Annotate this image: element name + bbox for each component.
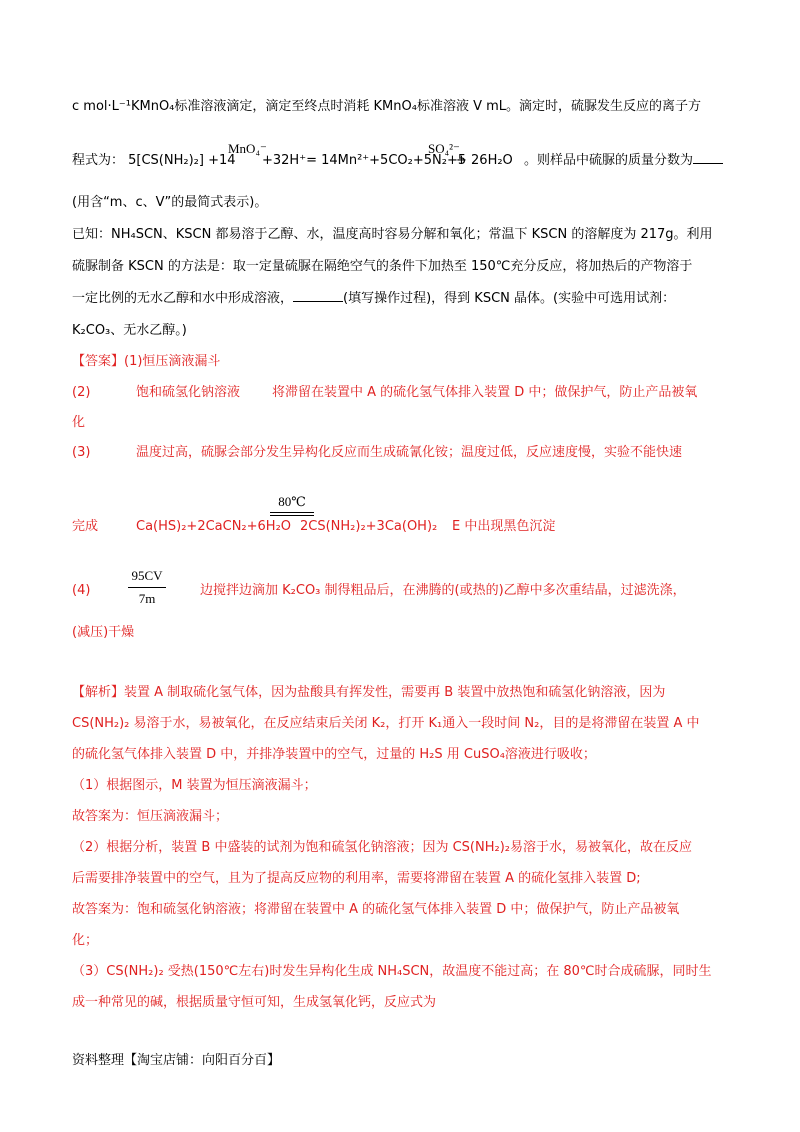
question-line-3: (用含“m、c、V”的最简式表示)。: [72, 195, 268, 210]
equation-part-c: + 26H₂O: [456, 153, 513, 168]
answer-4-label: (4): [72, 583, 91, 598]
analysis-line-7: 后需要排净装置中的空气，且为了提高反应物的利用率，需要将滞留在装置 A 的硫化氢排入装置 D;: [72, 871, 641, 886]
equation-part-b: +32H⁺= 14Mn²⁺+5CO₂+5N₂+5: [262, 153, 467, 168]
reaction-temperature: 80℃: [278, 494, 306, 509]
fraction-denominator: 7m: [138, 591, 156, 606]
answer-line-1: 【答案】(1)恒压滴液漏斗: [72, 354, 221, 369]
analysis-line-9: 化；: [72, 933, 99, 948]
analysis-line-8: 故答案为：饱和硫氢化钠溶液；将滞留在装置中 A 的硫化氢气体排入装置 D 中；做保护气，防止产品被氧: [72, 902, 680, 917]
reactants: Ca(HS)₂+2CaCN₂+6H₂O: [136, 519, 292, 534]
equation-part-a: 程式为： 5[CS(NH₂)₂] +14: [72, 153, 236, 168]
analysis-line-11: 成一种常见的碱，根据质量守恒可知，生成氢氧化钙，反应式为: [72, 995, 437, 1010]
analysis-line-4: （1）根据图示，M 装置为恒压滴液漏斗；: [72, 778, 317, 793]
question-equation-line: [72, 152, 236, 170]
answer-2-purpose: 将滞留在装置中 A 的硫化氢气体排入装置 D 中；做保护气，防止产品被氧: [272, 385, 698, 400]
analysis-line-6: （2）根据分析，装置 B 中盛装的试剂为饱和硫氢化钠溶液；因为 CS(NH₂)₂易溶于水，易被氧化，故在反应: [72, 840, 692, 855]
products: 2CS(NH₂)₂+3Ca(OH)₂: [300, 519, 438, 534]
analysis-line-3: 的硫化氢气体排入装置 D 中，并排净装置中的空气，过量的 H₂S 用 CuSO₄溶液进行吸收；: [72, 747, 596, 762]
question-line-6: [72, 290, 675, 308]
fraction-bar: [128, 587, 166, 588]
question-line-1: c mol·L⁻¹KMnO₄标准溶液滴定，滴定至终点时消耗 KMnO₄标准溶液 V mL。滴定时，硫脲发生反应的离子方: [72, 99, 702, 114]
equation-mno4: MnO₄⁻: [228, 141, 267, 156]
equation-part-d: [524, 152, 723, 170]
question-line-6b: (填写操作过程)，得到 KSCN 晶体。(实验中可选用试剂：: [343, 291, 676, 306]
question-line-5: 硫脲制备 KSCN 的方法是：取一定量硫脲在隔绝空气的条件下加热至 150℃充分反应，将加热后的产物溶于: [72, 259, 693, 274]
page-footer: 资料整理【淘宝店铺：向阳百分百】: [72, 1053, 281, 1068]
answer-blank-1: [693, 163, 723, 164]
equation-so4: SO₄²⁻: [428, 141, 460, 156]
analysis-line-10: （3）CS(NH₂)₂ 受热(150℃左右)时发生异构化生成 NH₄SCN，故温度不能过高；在 80℃时合成硫脲，同时生: [72, 964, 712, 979]
answer-4-text: 边搅拌边滴加 K₂CO₃ 制得粗品后，在沸腾的(或热的)乙醇中多次重结晶，过滤洗涤，: [200, 583, 686, 598]
fraction-numerator: 95CV: [131, 568, 163, 583]
reaction-condition: [270, 494, 314, 516]
answer-4-cont: (减压)干燥: [72, 625, 135, 640]
analysis-line-5: 故答案为：恒压滴液漏斗；: [72, 809, 229, 824]
answer-2-label: (2): [72, 385, 91, 400]
mass-fraction-question: 。则样品中硫脲的质量分数为: [524, 153, 694, 168]
question-line-4: 已知：NH₄SCN、KSCN 都易溶于乙醇、水，温度高时容易分解和氧化；常温下 KSCN 的溶解度为 217g。利用: [72, 227, 713, 242]
equal-sign: [270, 512, 314, 516]
question-line-6a: 一定比例的无水乙醇和水中形成溶液，: [72, 291, 294, 306]
answer-blank-2: [293, 301, 343, 302]
answer-2-reagent: 饱和硫氢化钠溶液: [136, 385, 241, 400]
answer-2-cont: 化: [72, 415, 86, 430]
answer-3-phenomenon: E 中出现黑色沉淀: [452, 519, 556, 534]
mass-fraction-formula: [128, 568, 166, 607]
analysis-line-1: 【解析】装置 A 制取硫化氢气体，因为盐酸具有挥发性，需要再 B 装置中放热饱和硫氢化钠溶液，因为: [72, 685, 666, 700]
answer-3-text: 温度过高，硫脲会部分发生异构化反应而生成硫氰化铵；温度过低，反应速度慢，实验不能快速: [136, 445, 683, 460]
question-line-7: K₂CO₃、无水乙醇。): [72, 323, 187, 338]
answer-3-complete: 完成: [72, 519, 99, 534]
answer-3-label: (3): [72, 445, 91, 460]
analysis-line-2: CS(NH₂)₂ 易溶于水，易被氧化，在反应结束后关闭 K₂，打开 K₁通入一段时间 N₂，目的是将滞留在装置 A 中: [72, 716, 700, 731]
